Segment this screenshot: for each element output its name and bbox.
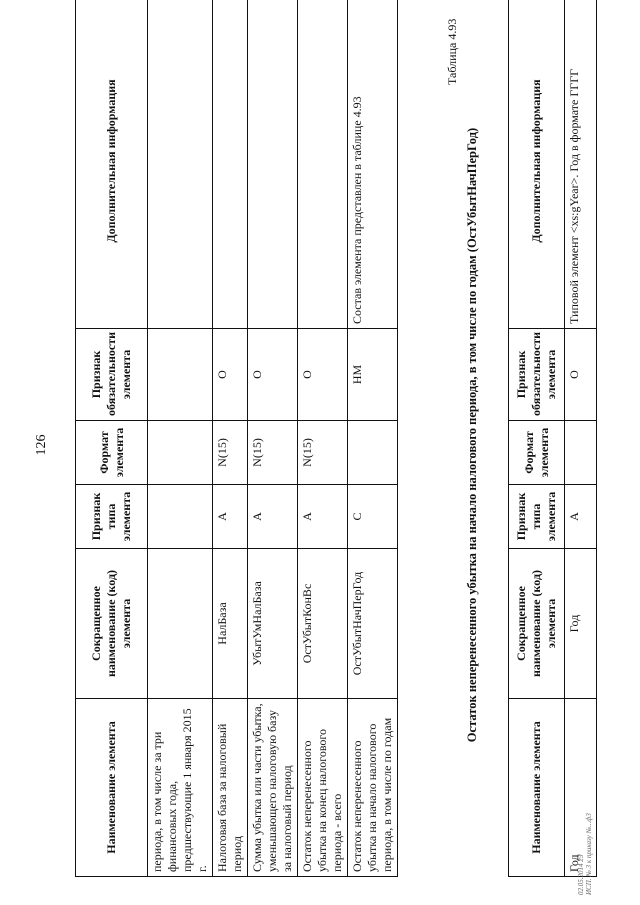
cell-info (213, 0, 248, 329)
cell-format (148, 421, 213, 485)
cell-format: N(15) (298, 421, 348, 485)
cell-code: ОстУбытКонВс (298, 549, 348, 699)
table-row (298, 0, 348, 877)
cell-name: Остаток неперенесенного убытка на конец налогового периода - всего (298, 699, 348, 877)
cell-info: Типовой элемент <xs:gYear>. Год в формате ГГГГ (565, 0, 597, 329)
cell-info (248, 0, 298, 329)
table-row (213, 0, 248, 877)
header-format: Формат элемента (76, 421, 148, 485)
header-required: Признак обязательности элемента (509, 329, 565, 421)
header-info: Дополнительная информация (76, 0, 148, 329)
page-number: 126 (34, 434, 49, 456)
cell-code: УбытУмНалБаза (248, 549, 298, 699)
cell-required: О (565, 329, 597, 421)
cell-required: О (248, 329, 298, 421)
header-required: Признак обязательности элемента (76, 329, 148, 421)
table-header-row (76, 0, 148, 877)
cell-type: А (565, 485, 597, 549)
header-format: Формат элемента (509, 421, 565, 485)
cell-type: А (248, 485, 298, 549)
header-name: Наименование элемента (76, 699, 148, 877)
cell-required (148, 329, 213, 421)
table-row (248, 0, 298, 877)
header-type: Признак типа элемента (76, 485, 148, 549)
cell-required: О (213, 329, 248, 421)
cell-format: N(15) (213, 421, 248, 485)
cell-required: О (298, 329, 348, 421)
cell-type: С (348, 485, 398, 549)
header-name: Наименование элемента (509, 699, 565, 877)
cell-info (298, 0, 348, 329)
stamp-line: ИСП. № 3 к приказу №...ф3 (584, 813, 593, 895)
header-info: Дополнительная информация (509, 0, 565, 329)
table-row (348, 0, 398, 877)
elements-table-continued (75, 0, 398, 877)
cell-format (348, 421, 398, 485)
cell-info (148, 0, 213, 329)
document-stamp (578, 725, 593, 895)
table-number: Таблица 4.93 (445, 18, 459, 85)
cell-required: НМ (348, 329, 398, 421)
cell-format (565, 421, 597, 485)
cell-code (148, 549, 213, 699)
cell-name: Налоговая база за налоговый период (213, 699, 248, 877)
cell-name: Сумма убытка или части убытка, уменьшающего налоговую базу за налоговый период (248, 699, 298, 877)
header-type: Признак типа элемента (509, 485, 565, 549)
cell-code: Год (565, 549, 597, 699)
cell-name: периода, в том числе за три финансовых года, предшествующие 1 января 2015 г. (148, 699, 213, 877)
cell-code: ОстУбытНачПерГод (348, 549, 398, 699)
header-code: Сокращенное наименование (код) элемента (76, 549, 148, 699)
stamp-line: 02.05.2014 25 (577, 854, 585, 895)
cell-format: N(15) (248, 421, 298, 485)
cell-type: А (298, 485, 348, 549)
table-caption: Остаток неперенесенного убытка на начало налогового периода, в том числе по годам (ОстУбытНачПерГод) (465, 127, 479, 743)
cell-name: Год (565, 699, 597, 877)
cell-type (148, 485, 213, 549)
table-row (148, 0, 213, 877)
cell-type: А (213, 485, 248, 549)
cell-name: Остаток неперенесенного убытка на начало налогового периода, в том числе по годам (348, 699, 398, 877)
table-header-row (509, 0, 565, 877)
cell-code: НалБаза (213, 549, 248, 699)
cell-info: Состав элемента представлен в таблице 4.93 (348, 0, 398, 329)
header-code: Сокращенное наименование (код) элемента (509, 549, 565, 699)
